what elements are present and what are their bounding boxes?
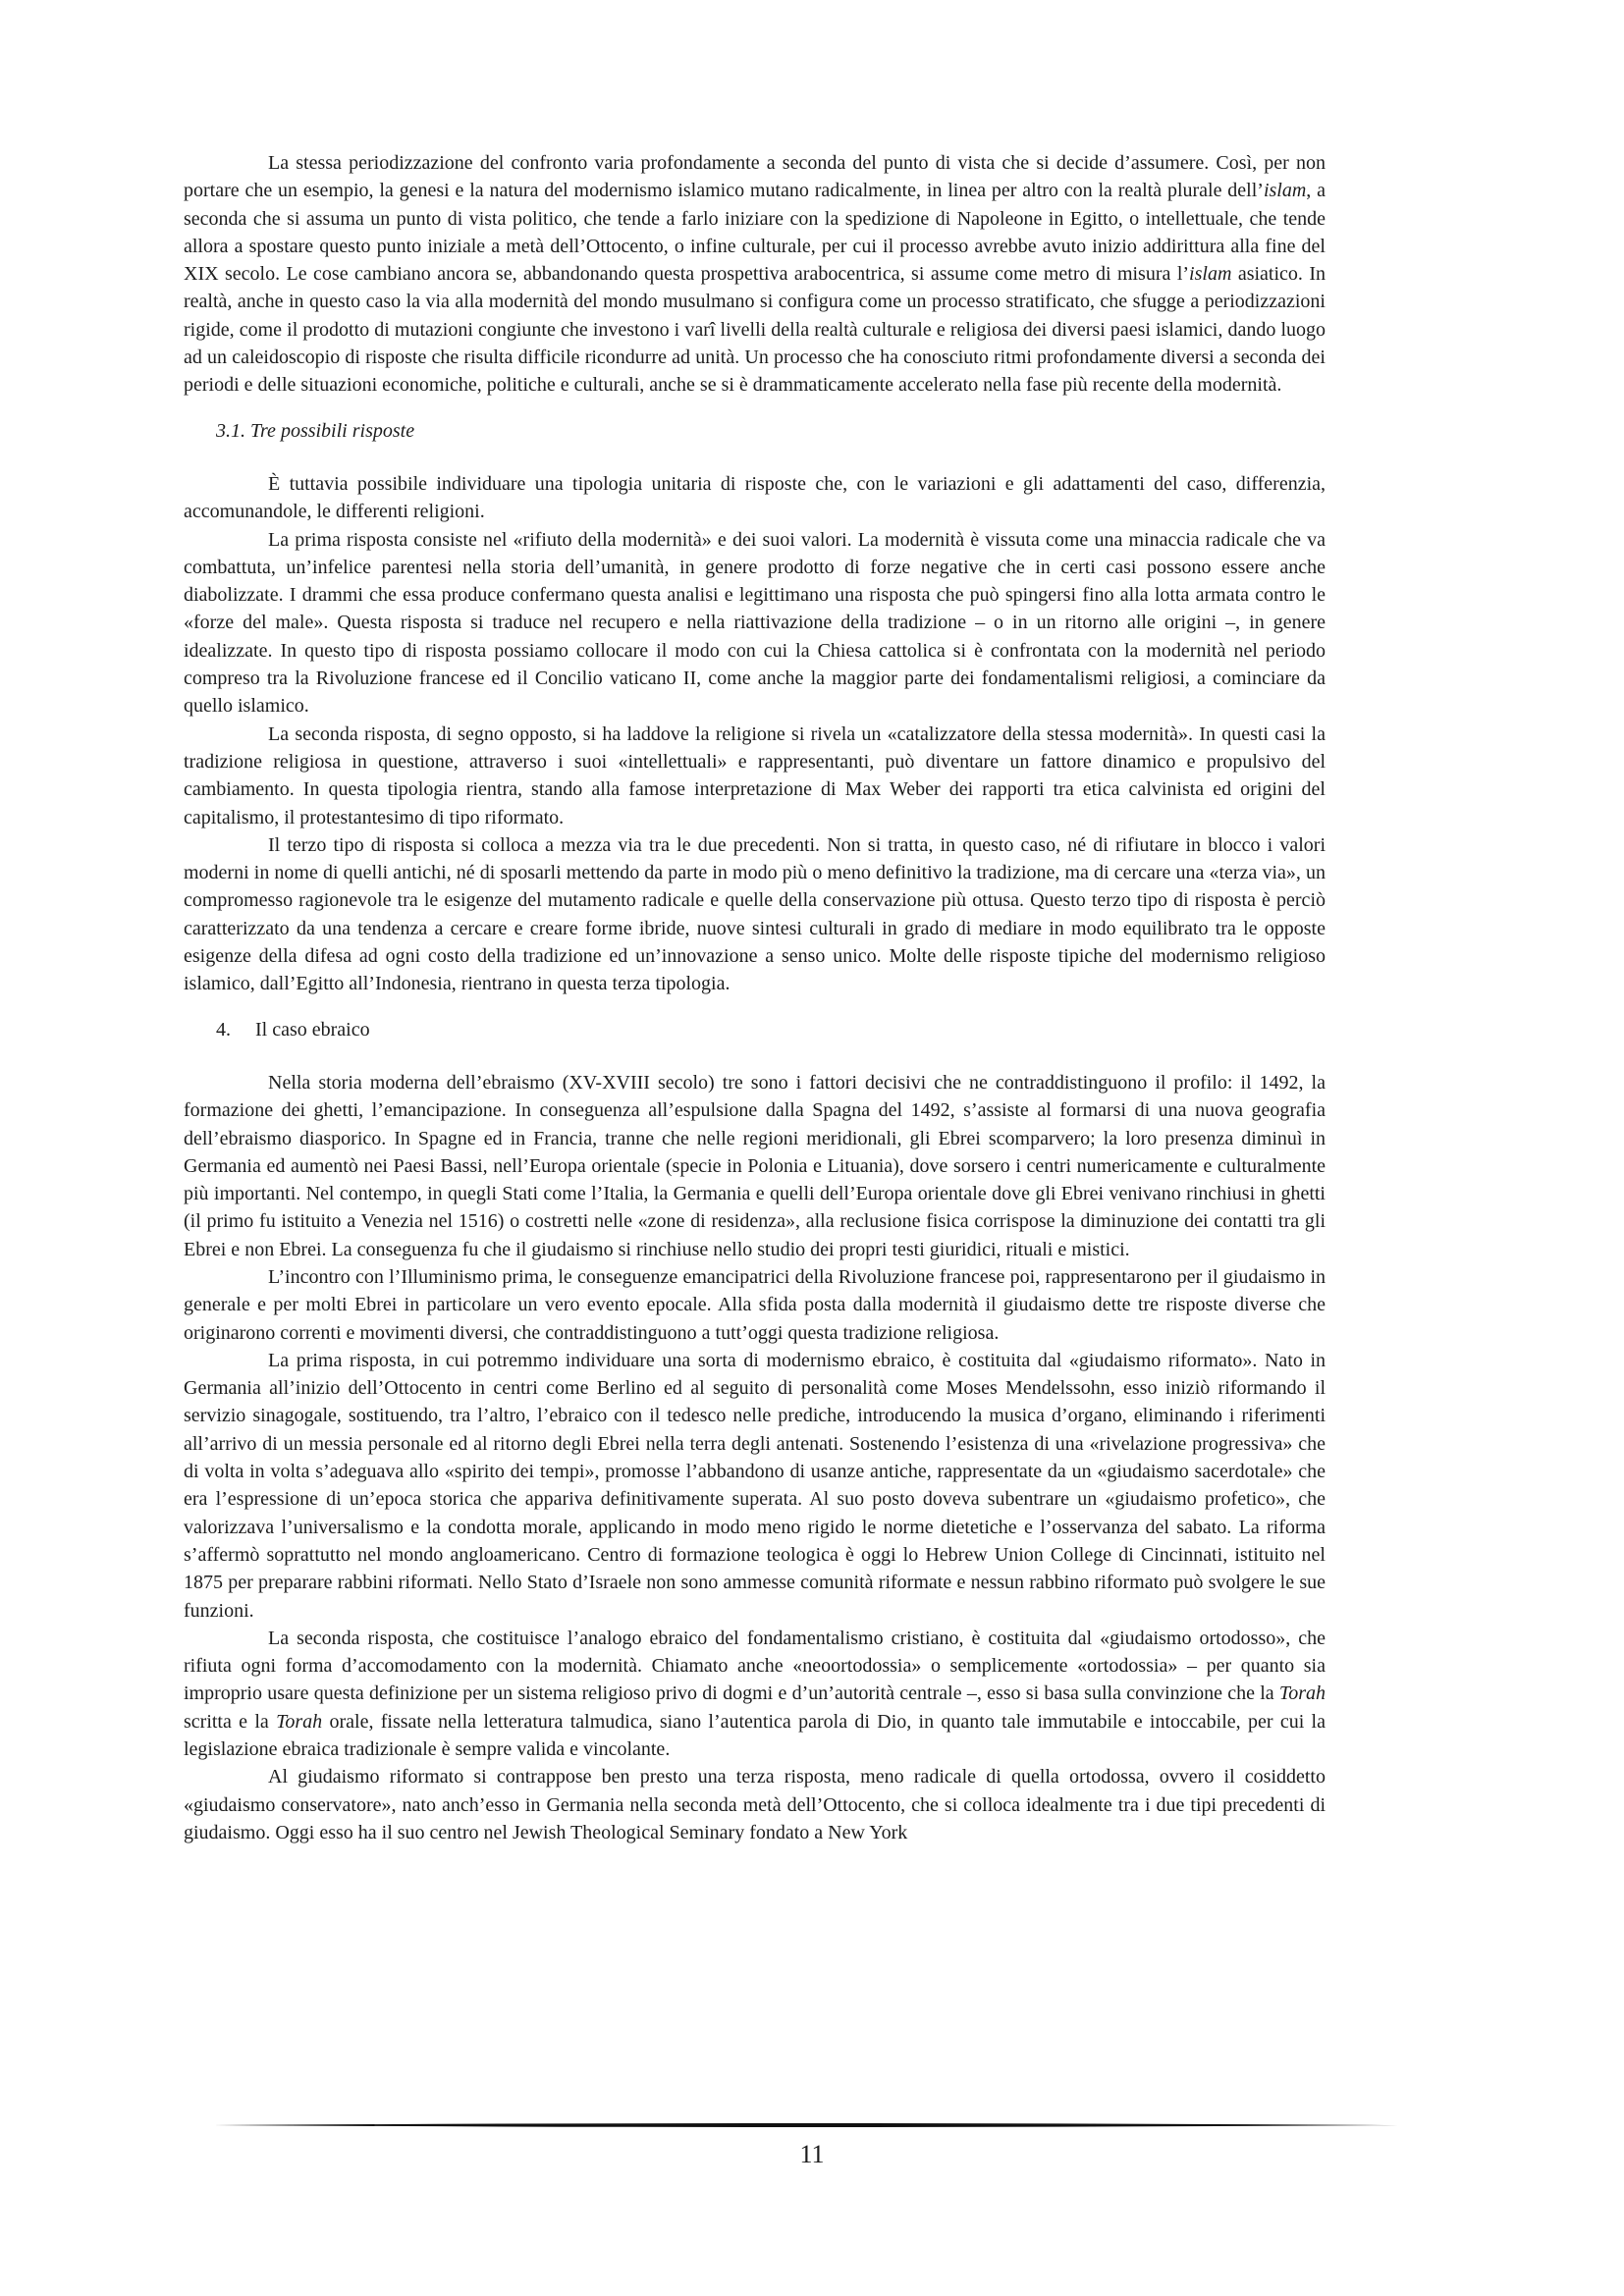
paragraph: La stessa periodizzazione del confronto varia profondamente a seconda del punto di vista che si decide d’assumere. Così, per non portare che un esempio, la genesi e la natura del modernismo islamico mutano radicalmente, in linea per altro con la realtà plurale dell’islam, a seconda che si assuma un punto di vista politico, che tende a farlo iniziare con la spedizione di Napoleone in Egitto, o intellettuale, che tende allora a spostare questo punto iniziale a metà dell’Ottocento, o infine culturale, per cui il processo avrebbe avuto inizio addirittura alla fine del XIX secolo. Le cose cambiano ancora se, abbandonando questa prospettiva arabocentrica, si assume come metro di misura l’islam asiatico. In realtà, anche in questo caso la via alla modernità del mondo musulmano si configura come un processo stratificato, che sfugge a periodizzazioni rigide, come il prodotto di mutazioni congiunte che investono i varî livelli della realtà culturale e religiosa dei diversi paesi islamici, dando luogo ad un caleidoscopio di risposte che risulta difficile ricondurre ad unità. Un processo che ha conosciuto ritmi profondamente diversi a seconda dei periodi e delle situazioni economiche, politiche e culturali, anche se si è drammaticamente accelerato nella fase più recente della modernità. (184, 152, 1326, 397)
paragraph: È tuttavia possibile individuare una tipologia unitaria di risposte che, con le variazioni e gli adattamenti del caso, differenzia, accomunandole, le differenti religioni. (184, 472, 1326, 523)
paragraph: Al giudaismo riformato si contrappose ben presto una terza risposta, meno radicale di quella ortodossa, ovvero il cosiddetto «giudaismo conservatore», nato anch’esso in Germania nella seconda metà dell’Ottocento, che si colloca idealmente tra i due tipi precedenti di giudaismo. Oggi esso ha il suo centro nel Jewish Theological Seminary fondato a New York (184, 1766, 1326, 1843)
paragraph: Nella storia moderna dell’ebraismo (XV-XVIII secolo) tre sono i fattori decisivi che ne contraddistinguono il profilo: il 1492, la formazione dei ghetti, l’emancipazione. In conseguenza all’espulsione dalla Spagna del 1492, s’assiste al formarsi di una nuova geografia dell’ebraismo diasporico. In Spagne ed in Francia, tranne che nelle regioni meridionali, gli Ebrei scomparvero; la loro presenza diminuì in Germania ed aumentò nei Paesi Bassi, nell’Europa orientale (specie in Polonia e Lituania), dove sorsero i centri numericamente e culturalmente più importanti. Nel contempo, in quegli Stati come l’Italia, la Germania e quelli dell’Europa orientale dove gli Ebrei venivano rinchiusi in ghetti (il primo fu istituito a Venezia nel 1516) o costretti nelle «zone di residenza», alla reclusione fisica corrispose la diminuzione dei contatti tra gli Ebrei e non Ebrei. La conseguenza fu che il giudaismo si rinchiuse nello studio dei propri testi giuridici, rituali e mistici. (184, 1071, 1326, 1260)
paragraph: La seconda risposta, di segno opposto, si ha laddove la religione si rivela un «catalizzatore della stessa modernità». In questi casi la tradizione religiosa in questione, attraverso i suoi «intellettuali» e rappresentanti, può diventare un fattore dinamico e propulsivo del cambiamento. In questa tipologia rientra, stando alla famose interpretazione di Max Weber dei rapporti tra etica calvinista ed origini del capitalismo, il protestantesimo di tipo riformato. (184, 722, 1326, 828)
paragraph: La seconda risposta, che costituisce l’analogo ebraico del fondamentalismo cristiano, è costituita dal «giudaismo ortodosso», che rifiuta ogni forma d’accomodamento con la modernità. Chiamato anche «neoortodossia» o semplicemente «ortodossia» – per quanto sia improprio usare questa definizione per un sistema religioso privo di dogmi e d’un’autorità centrale –, esso si basa sulla convinzione che la Torah scritta e la Torah orale, fissate nella letteratura talmudica, siano l’autentica parola di Dio, in quanto tale immutabile e intoccabile, per cui la legislazione ebraica tradizionale è sempre valida e vincolante. (184, 1627, 1326, 1761)
page-number: 11 (799, 2140, 825, 2168)
paragraph: La prima risposta consiste nel «rifiuto della modernità» e dei suoi valori. La modernità è vissuta come una minaccia radicale che va combattuta, un’infelice parentesi nella storia dell’umanità, in genere prodotto di forze negative che in certi casi possono essere anche diabolizzate. I drammi che essa produce confermano questa analisi e legittimano una risposta che può spingersi fino alla lotta armata contro le «forze del male». Questa risposta si traduce nel recupero e nella riattivazione della tradizione – o in un ritorno alle origini –, in genere idealizzate. In questo tipo di risposta possiamo collocare il modo con cui la Chiesa cattolica si è confrontata con la modernità nel periodo compreso tra la Rivoluzione francese ed il Concilio vaticano II, come anche la maggior parte dei fondamentalismi religiosi, a cominciare da quello islamico. (184, 528, 1326, 718)
paragraph: L’incontro con l’Illuminismo prima, le conseguenze emancipatrici della Rivoluzione francese poi, rappresentarono per il giudaismo in generale e per molti Ebrei in particolare un vero evento epocale. Alla sfida posta dalla modernità il giudaismo dette tre risposte diverse che originarono correnti e movimenti diversi, che contraddistinguono a tutt’oggi questa tradizione religiosa. (184, 1265, 1326, 1344)
section-heading-block (184, 998, 1326, 1069)
footer-rule (214, 2122, 1398, 2128)
section-heading: 3.1. Tre possibili risposte (216, 419, 415, 442)
section-heading: 4. Il caso ebraico (216, 1018, 370, 1041)
paragraph: Il terzo tipo di risposta si colloca a mezza via tra le due precedenti. Non si tratta, in questo caso, né di rifiutare in blocco i valori moderni in nome di quelli antichi, né di sposarli mettendo da parte in modo più o meno definitivo la tradizione, ma di cercare una «terza via», un compromesso ragionevole tra le esigenze del mutamento radicale e quelle della conservazione più ottusa. Questo terzo tipo di risposta è perciò caratterizzato da una tendenza a cercare e creare forme ibride, nuove sintesi culturali in grado di mediare in modo equilibrato tra le opposte esigenze della difesa ad ogni costo della tradizione ed un’innovazione a senso unico. Molte delle risposte tipiche del modernismo religioso islamico, dall’Egitto all’Indonesia, rientrano in questa terza tipologia. (184, 833, 1326, 995)
section-heading-block (184, 400, 1326, 470)
page-body (184, 149, 1326, 1846)
paragraph: La prima risposta, in cui potremmo individuare una sorta di modernismo ebraico, è costituita dal «giudaismo riformato». Nato in Germania all’inizio dell’Ottocento in centri come Berlino ed al seguito di personalità come Moses Mendelssohn, esso iniziò riformando il servizio sinagogale, sostituendo, tra l’altro, l’ebraico con il tedesco nelle prediche, introducendo la musica d’organo, eliminando i riferimenti all’arrivo di un messia personale ed al ritorno degli Ebrei nella terra degli antenati. Sostenendo l’esistenza di una «rivelazione progressiva» che di volta in volta s’adeguava allo «spirito dei tempi», promosse l’abbandono di usanze antiche, rappresentate da un «giudaismo sacerdotale» che era l’espressione di un’epoca storica che appariva definitivamente superata. Al suo posto doveva subentrare un «giudaismo profetico», che valorizzava l’universalismo e la condotta morale, applicando in modo meno rigido le norme dietetiche e l’osservanza del sabato. La riforma s’affermò soprattutto nel mondo angloamericano. Centro di formazione teologica è oggi lo Hebrew Union College di Cincinnati, istituito nel 1875 per preparare rabbini riformati. Nello Stato d’Israele non sono ammesse comunità riformate e nessun rabbino riformato può svolgere le sue funzioni. (184, 1349, 1326, 1622)
